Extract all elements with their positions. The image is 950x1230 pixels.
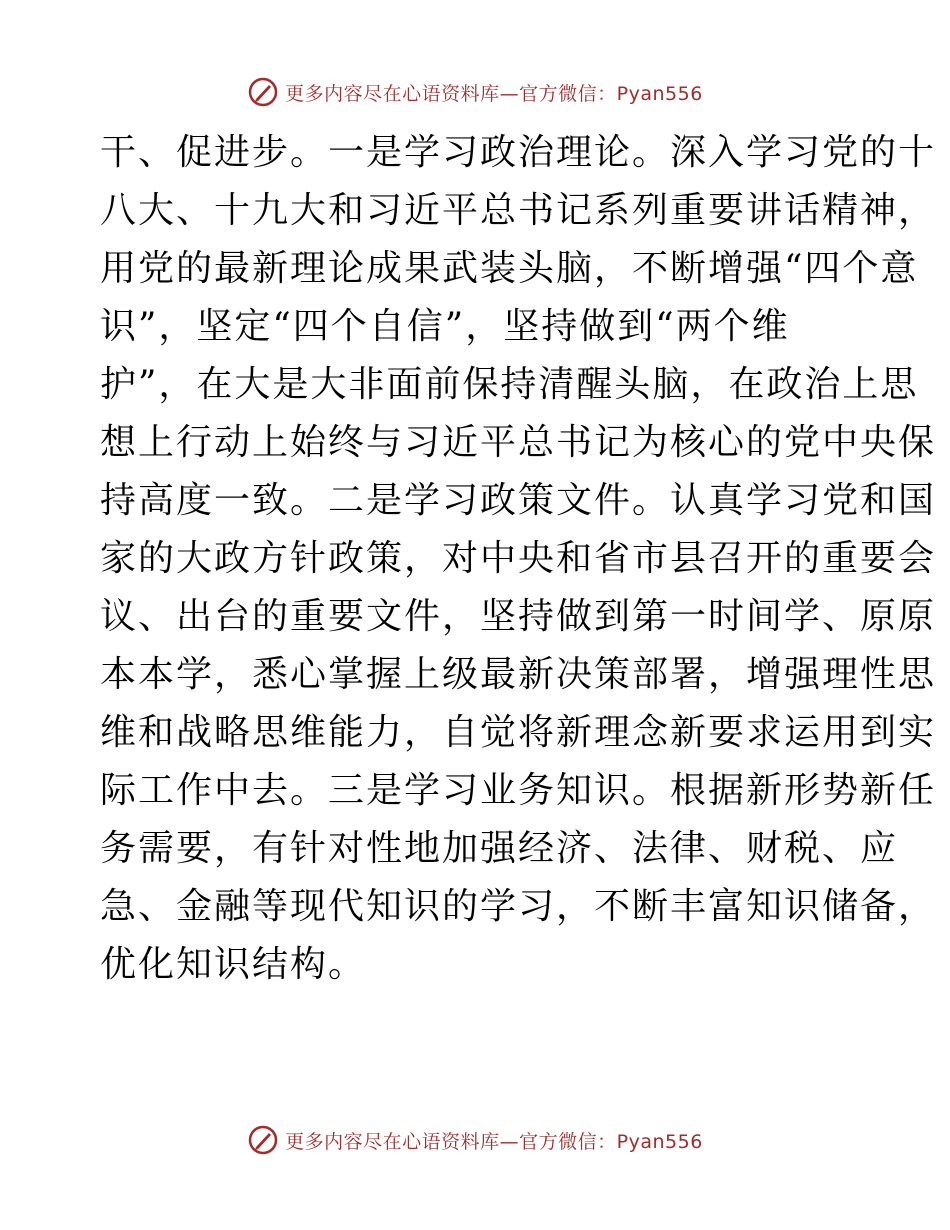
text-line: 八大、十九大和习近平总书记系列重要讲话精神， [100,190,937,231]
footer-watermark [0,1124,950,1156]
watermark-text: 更多内容尽在心语资料库—官方微信：Pyan556 [285,82,703,105]
document-body [100,124,937,994]
text-line: 维和战略思维能力，自觉将新理念新要求运用到实 [100,712,937,753]
text-line: 用党的最新理论成果武装头脑，不断增强“四个意 [100,248,919,289]
watermark-text: 更多内容尽在心语资料库—官方微信：Pyan556 [285,1130,703,1153]
text-line: 干、促进步。一是学习政治理论。深入学习党的十 [100,132,937,173]
header-watermark [0,76,950,108]
text-line: 际工作中去。三是学习业务知识。根据新形势新任 [100,770,937,811]
text-line: 议、出台的重要文件，坚持做到第一时间学、原原 [100,596,937,637]
quill-logo-icon [247,76,279,108]
text-line: 家的大政方针政策，对中央和省市县召开的重要会 [100,538,937,579]
text-line: 急、金融等现代知识的学习，不断丰富知识储备， [100,886,937,927]
text-line: 护”，在大是大非面前保持清醒头脑，在政治上思 [100,364,919,405]
text-line: 持高度一致。二是学习政策文件。认真学习党和国 [100,480,937,521]
text-line: 本本学，悉心掌握上级最新决策部署，增强理性思 [100,654,937,695]
text-line: 务需要，有针对性地加强经济、法律、财税、应 [100,828,899,869]
text-line: 优化知识结构。 [100,944,367,985]
text-line: 想上行动上始终与习近平总书记为核心的党中央保 [100,422,937,463]
text-line: 识”，坚定“四个自信”，坚持做到“两个维 [100,306,790,347]
quill-logo-icon [247,1124,279,1156]
